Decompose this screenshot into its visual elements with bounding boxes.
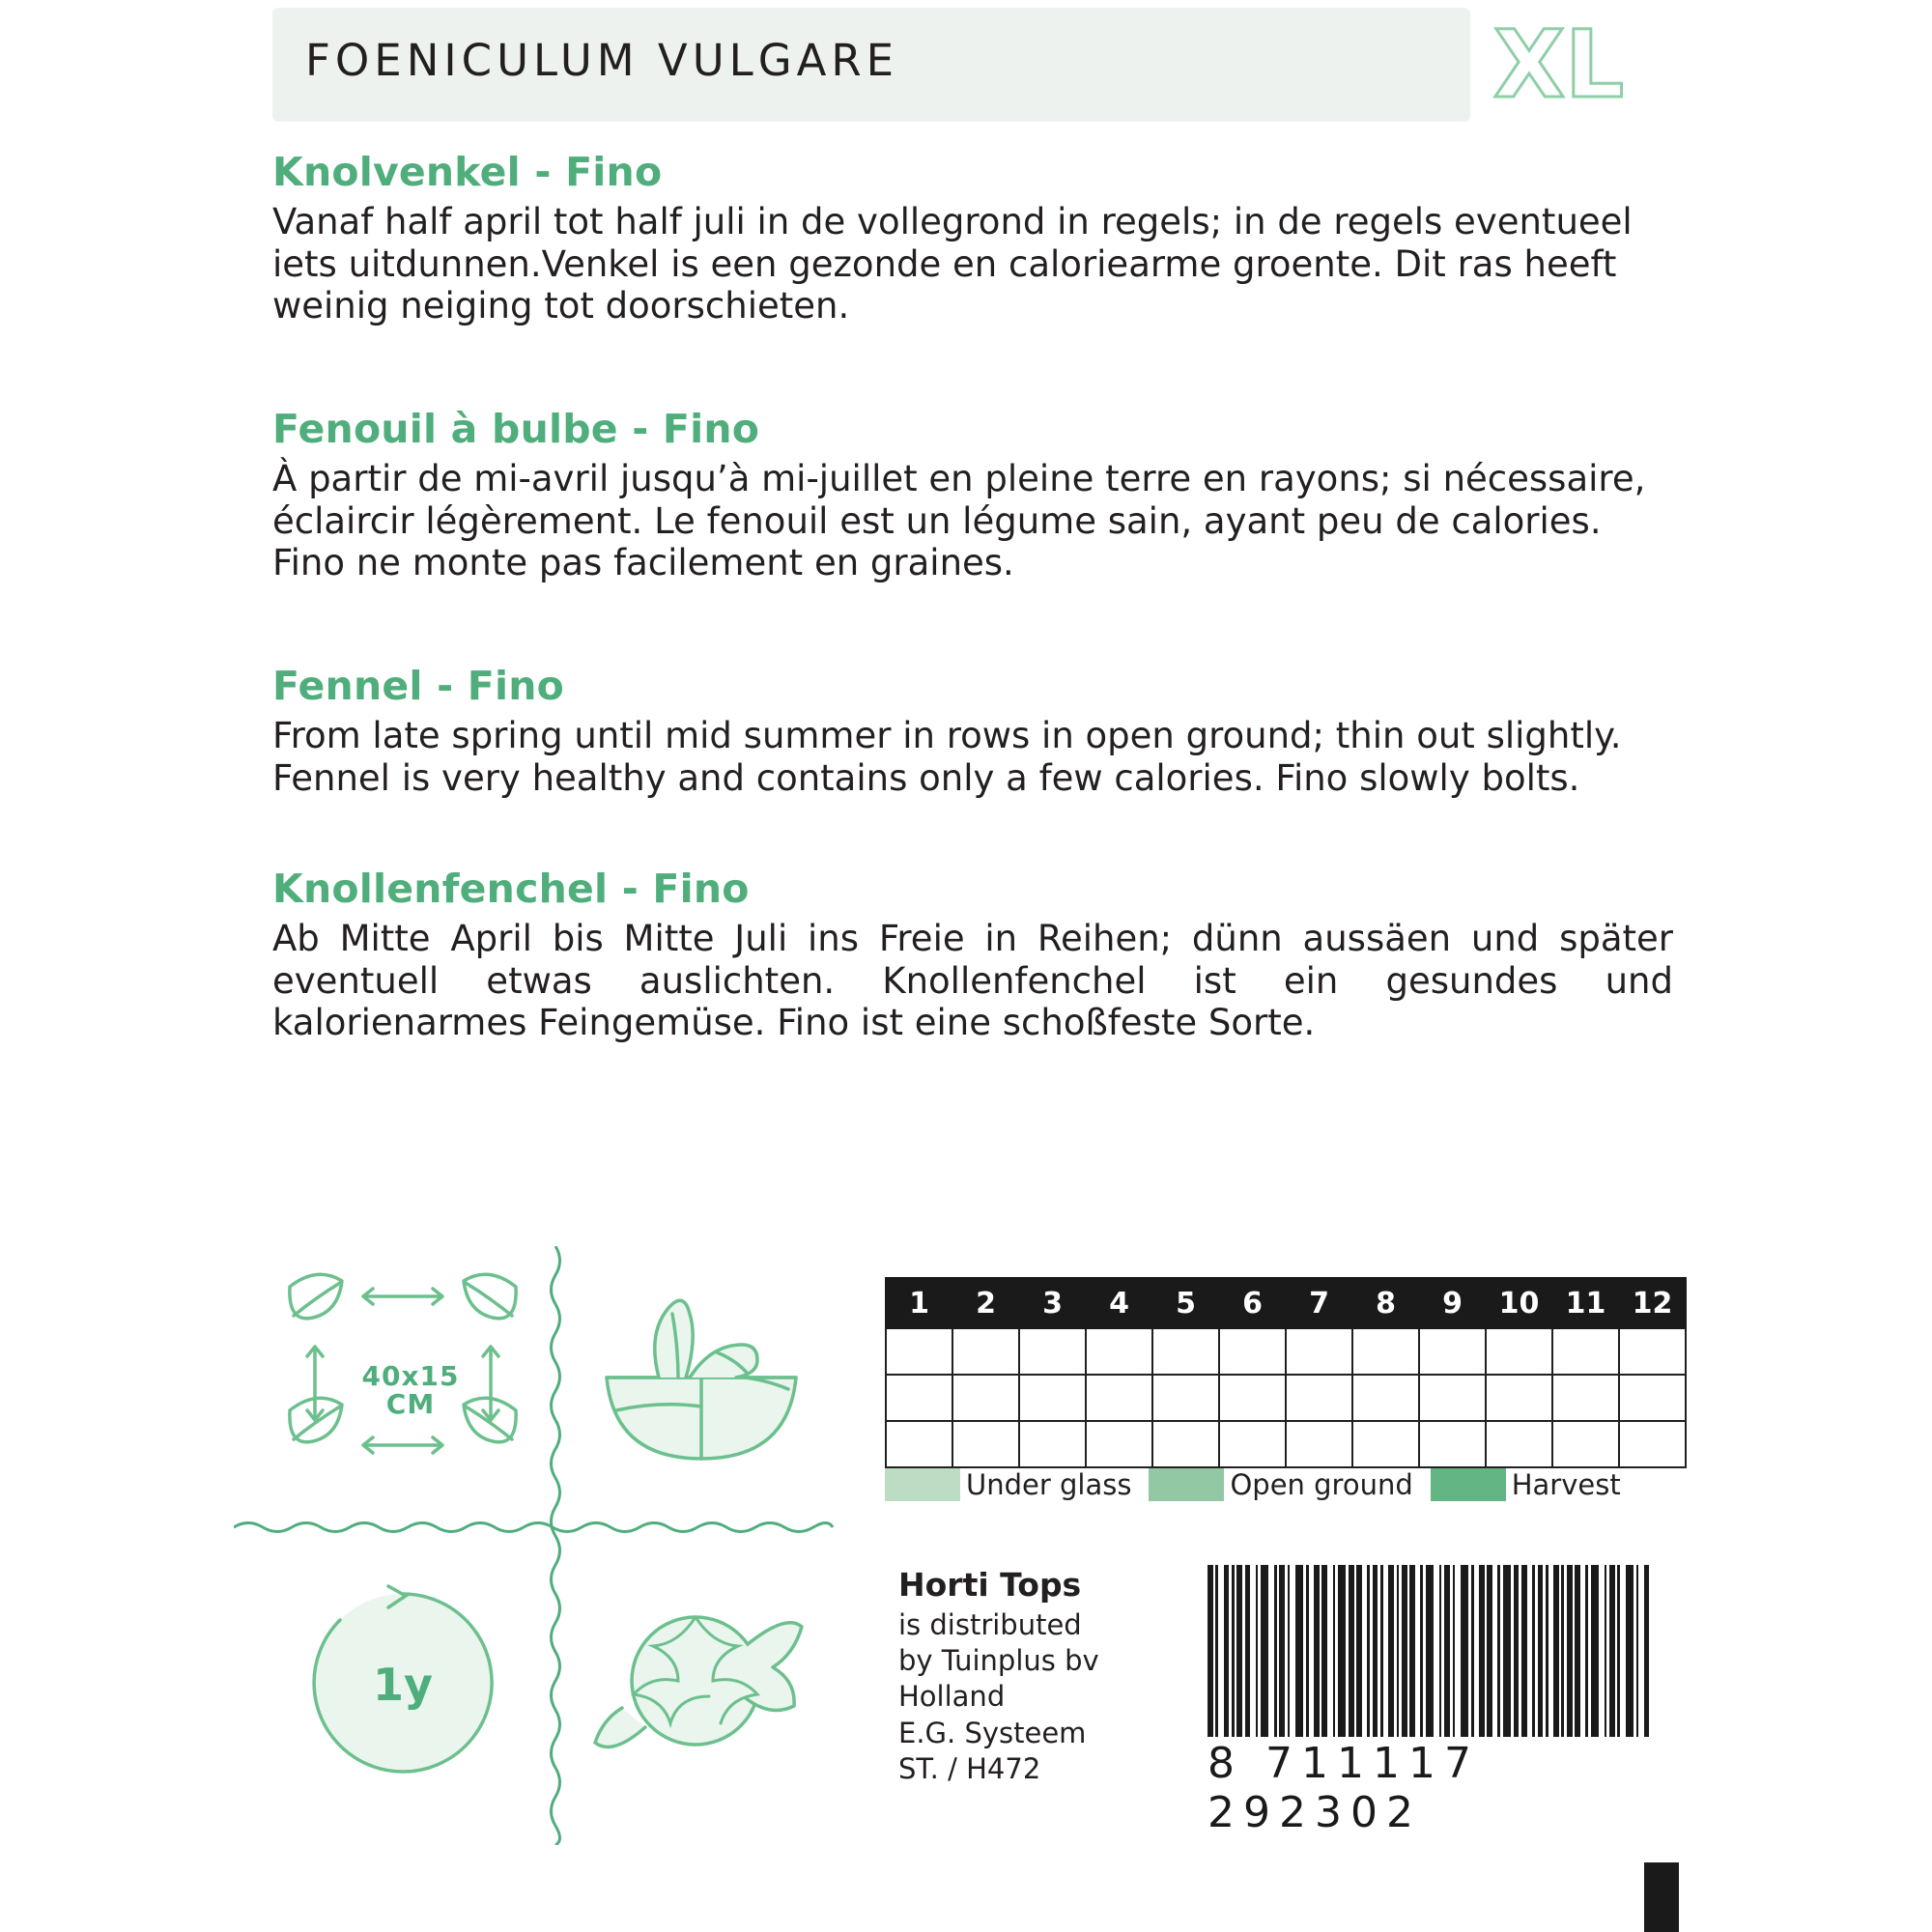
block-body-de: Ab Mitte April bis Mitte Juli ins Freie in Reihen; dünn aussäen und später eventuell etwas auslichten. Knollenfenchel ist ein gesundes und kalorienarmes Feingemüse. Fino ist eine schoßfeste Sorte.	[272, 918, 1673, 1044]
month-header: 4	[1086, 1278, 1152, 1328]
legend-swatch-harvest	[1431, 1468, 1506, 1501]
calendar-cell	[1486, 1375, 1552, 1421]
calendar-row	[886, 1375, 1686, 1421]
calendar-legend	[885, 1468, 1687, 1501]
block-title-en: Fennel - Fino	[272, 663, 564, 709]
calendar-cell	[1152, 1328, 1219, 1375]
description-block-en	[272, 663, 1673, 799]
month-header: 5	[1152, 1278, 1219, 1328]
barcode-bars	[1208, 1565, 1652, 1737]
sowing-calendar	[885, 1277, 1687, 1468]
xl-badge-icon	[1486, 6, 1631, 126]
svg-text:XL: XL	[1493, 11, 1625, 119]
divider-horizontal	[234, 1515, 862, 1540]
barcode	[1208, 1565, 1652, 1837]
calendar-cell	[1219, 1328, 1286, 1375]
calendar-cell	[1019, 1421, 1086, 1467]
description-block-de	[272, 866, 1673, 1044]
calendar-cell	[1352, 1328, 1419, 1375]
calendar-cell	[1619, 1375, 1686, 1421]
brand-line-1: is distributed	[898, 1608, 1082, 1642]
calendar-cell	[1619, 1328, 1686, 1375]
description-block-nl	[272, 149, 1673, 327]
legend-label-under-glass: Under glass	[966, 1468, 1132, 1501]
calendar-cell	[1352, 1421, 1419, 1467]
calendar-cell	[1419, 1375, 1486, 1421]
legend-swatch-open-ground	[1149, 1468, 1224, 1501]
calendar-cell	[1152, 1375, 1219, 1421]
legend-label-open-ground: Open ground	[1230, 1468, 1413, 1501]
block-body-en: From late spring until mid summer in rows in open ground; thin out slightly. Fennel is very healthy and contains only a few calories. Fino slowly bolts.	[272, 715, 1622, 799]
calendar-cell	[1486, 1328, 1552, 1375]
calendar-header-row	[886, 1278, 1686, 1328]
calendar-cell	[1352, 1375, 1419, 1421]
plant-spacing-label: 40x15 CM	[361, 1360, 460, 1421]
legend-label-harvest: Harvest	[1511, 1468, 1621, 1501]
brand-line-3: Holland	[898, 1680, 1006, 1714]
brand-line-2: by Tuinplus bv	[898, 1644, 1099, 1678]
brand-name: Horti Tops	[898, 1566, 1082, 1604]
month-header: 2	[952, 1278, 1019, 1328]
calendar-cell	[1286, 1421, 1352, 1467]
calendar-cell	[1086, 1328, 1152, 1375]
page-title: FOENICULUM VULGARE	[305, 35, 899, 86]
calendar-cell	[952, 1328, 1019, 1375]
brand-line-5: ST. / H472	[898, 1751, 1041, 1785]
month-header: 1	[886, 1278, 952, 1328]
calendar-row	[886, 1328, 1686, 1375]
calendar-cell	[1286, 1375, 1352, 1421]
month-header: 8	[1352, 1278, 1419, 1328]
block-body-nl: Vanaf half april tot half juli in de vollegrond in regels; in de regels eventueel iets uitdunnen.Venkel is een gezonde en caloriearme groente. Dit ras heeft weinig neiging tot doorschieten.	[272, 201, 1633, 327]
calendar-cell	[952, 1421, 1019, 1467]
calendar-cell	[1419, 1421, 1486, 1467]
calendar-cell	[1286, 1328, 1352, 1375]
brand-info	[898, 1565, 1179, 1787]
calendar-cell	[1486, 1421, 1552, 1467]
candy-wrapper-icon	[572, 1565, 833, 1806]
calendar-cell	[886, 1421, 952, 1467]
plant-spacing-icon	[272, 1256, 533, 1497]
calendar-cell	[952, 1375, 1019, 1421]
calendar-table	[885, 1277, 1687, 1468]
barcode-digits: 8 711117 292302	[1208, 1739, 1480, 1837]
month-header: 6	[1219, 1278, 1286, 1328]
salad-bowl-icon	[572, 1256, 833, 1497]
calendar-cell	[1219, 1375, 1286, 1421]
description-block-fr	[272, 406, 1673, 584]
block-title-fr: Fenouil à bulbe - Fino	[272, 406, 760, 452]
block-title-de: Knollenfenchel - Fino	[272, 866, 750, 912]
brand-line-4: E.G. Systeem	[898, 1716, 1087, 1749]
block-body-fr: À partir de mi-avril jusqu’à mi-juillet en pleine terre en rayons; si nécessaire, éclaircir légèrement. Le fenouil est un légume sain, ayant peu de calories. Fino ne monte pas facilement en graines.	[272, 458, 1646, 584]
shelf-life-icon	[272, 1565, 533, 1806]
corner-print-mark	[1644, 1862, 1679, 1932]
month-header: 10	[1486, 1278, 1552, 1328]
calendar-cell	[1419, 1328, 1486, 1375]
month-header: 12	[1619, 1278, 1686, 1328]
calendar-cell	[1552, 1328, 1619, 1375]
calendar-cell	[1019, 1375, 1086, 1421]
legend-swatch-under-glass	[885, 1468, 960, 1501]
block-title-nl: Knolvenkel - Fino	[272, 149, 663, 195]
calendar-cell	[1619, 1421, 1686, 1467]
calendar-cell	[1086, 1375, 1152, 1421]
month-header: 11	[1552, 1278, 1619, 1328]
icon-panel	[253, 1246, 871, 1855]
calendar-cell	[1552, 1421, 1619, 1467]
shelf-life-label: 1y	[373, 1659, 433, 1711]
month-header: 7	[1286, 1278, 1352, 1328]
month-header: 9	[1419, 1278, 1486, 1328]
calendar-cell	[886, 1375, 952, 1421]
calendar-cell	[1086, 1421, 1152, 1467]
calendar-cell	[886, 1328, 952, 1375]
divider-vertical	[543, 1246, 568, 1845]
calendar-cell	[1152, 1421, 1219, 1467]
calendar-cell	[1019, 1328, 1086, 1375]
month-header: 3	[1019, 1278, 1086, 1328]
calendar-cell	[1552, 1375, 1619, 1421]
calendar-row	[886, 1421, 1686, 1467]
calendar-cell	[1219, 1421, 1286, 1467]
